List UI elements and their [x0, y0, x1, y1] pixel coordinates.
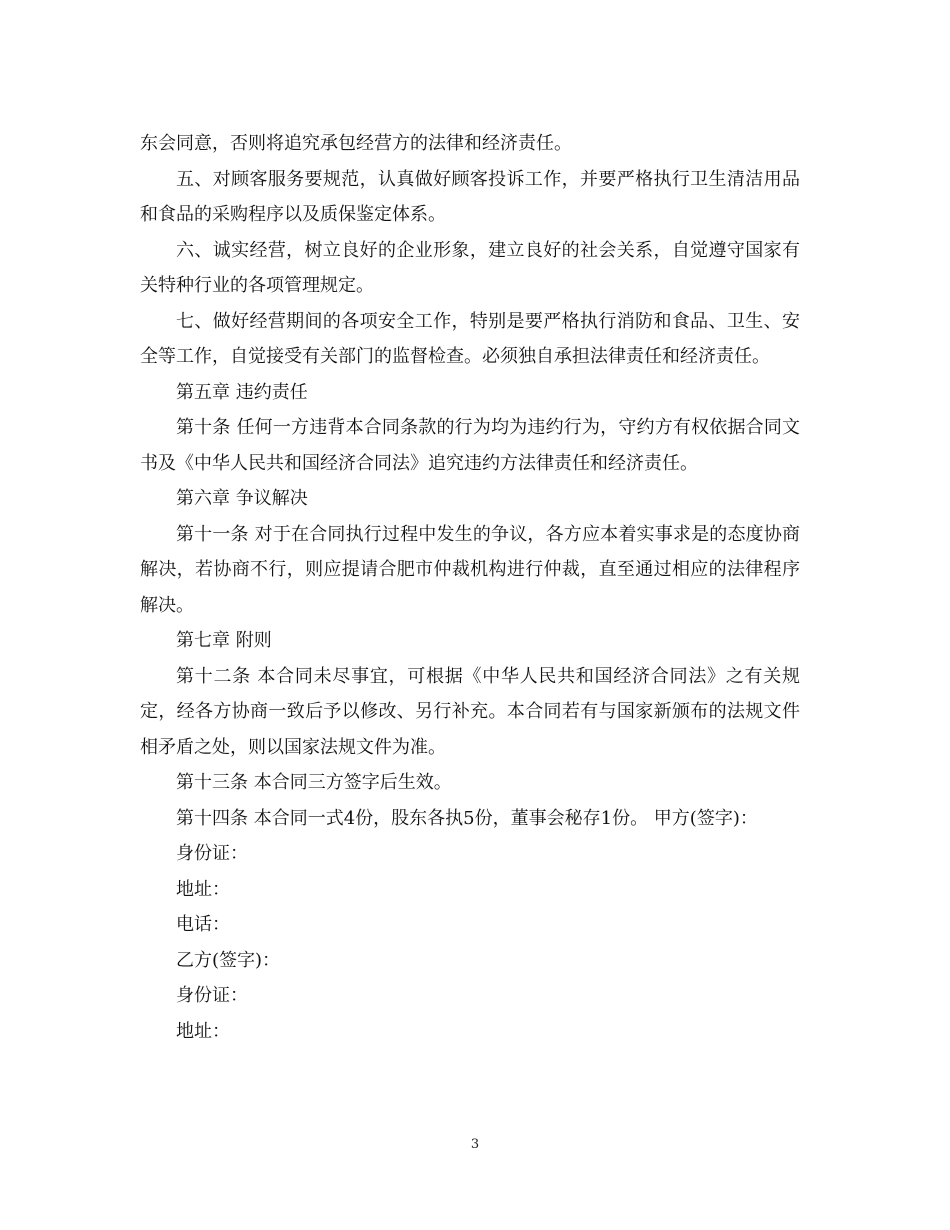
article-fourteen: 第十四条 本合同一式4份，股东各执5份，董事会秘存1份。 甲方(签字)： — [176, 807, 758, 829]
article-eleven: 第十一条 对于在合同执行过程中发生的争议，各方应本着实事求是的态度协商解决，若协商不行，则应提请合肥市仲裁机构进行仲裁，直至通过相应的法律程序解决。 — [140, 523, 800, 616]
party-a-address-field: 地址： — [176, 878, 230, 900]
chapter-six-heading: 第六章 争议解决 — [176, 488, 308, 509]
party-b-id-field: 身份证： — [176, 985, 248, 1006]
document-body — [140, 126, 800, 1049]
chapter-seven-heading: 第七章 附则 — [176, 630, 272, 651]
party-a-phone-field: 电话： — [176, 914, 230, 935]
chapter-five-heading: 第五章 违约责任 — [176, 381, 308, 403]
clause-six: 六、诚实经营，树立良好的企业形象，建立良好的社会关系，自觉遵守国家有关特种行业的各项管理规定。 — [140, 239, 800, 296]
clause-seven: 七、做好经营期间的各项安全工作，特别是要严格执行消防和食品、卫生、安全等工作，自觉接受有关部门的监督检查。必须独自承担法律责任和经济责任。 — [140, 310, 800, 367]
party-b-signature-field: 乙方(签字)： — [176, 949, 281, 971]
party-a-id-field: 身份证： — [176, 843, 248, 864]
article-thirteen: 第十三条 本合同三方签字后生效。 — [176, 772, 452, 793]
article-twelve: 第十二条 本合同未尽事宜，可根据《中华人民共和国经济合同法》之有关规定，经各方协商一致后予以修改、另行补充。本合同若有与国家新颁布的法规文件相矛盾之处，则以国家法规文件为准。 — [140, 665, 800, 758]
page-number: 3 — [470, 1137, 480, 1152]
article-ten: 第十条 任何一方违背本合同条款的行为均为违约行为，守约方有权依据合同文书及《中华人民共和国经济合同法》追究违约方法律责任和经济责任。 — [140, 417, 800, 474]
paragraph-continuation: 东会同意，否则将追究承包经营方的法律和经济责任。 — [140, 133, 572, 154]
clause-five: 五、对顾客服务要规范，认真做好顾客投诉工作，并要严格执行卫生清洁用品和食品的采购程序以及质保鉴定体系。 — [140, 168, 800, 225]
party-b-address-field: 地址： — [176, 1020, 230, 1042]
